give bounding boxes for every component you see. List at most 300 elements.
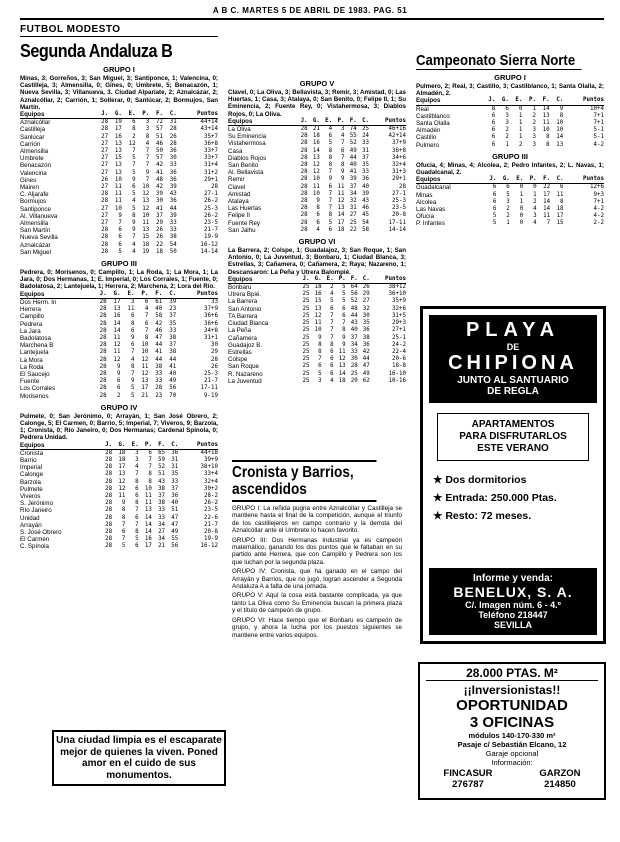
stat-cell: 7 (135, 521, 139, 528)
stat-cell: 7 (330, 334, 334, 341)
stat-cell: 47 (171, 514, 179, 521)
stat-cell: 40 (171, 500, 179, 507)
stat-cell: 28 (99, 392, 107, 399)
column-header: J. (99, 442, 112, 450)
table-row (228, 198, 406, 205)
sn-group1-results: Pulmero, 2; Real, 3; Castillo, 3; Castilblanco, 1; Santa Olalla, 2; Almadén, 2. (416, 83, 604, 98)
stat-cell: 7 (328, 190, 333, 197)
column-header: P. (334, 276, 346, 284)
column-header: Puntos (177, 111, 218, 119)
stat-cell: 6 (316, 219, 320, 226)
team-name: Carrión (20, 140, 41, 148)
stat-cell: 10 (314, 327, 322, 334)
stat-cell: 59 (158, 456, 166, 463)
group6-label: GRUPO VI (298, 237, 336, 247)
sn-group1-label: GRUPO I (494, 73, 526, 82)
stat-cell: 8 (559, 112, 564, 119)
stat-cell: 7 (145, 148, 150, 155)
column-right (416, 52, 604, 228)
stat-cell: 11 (312, 183, 320, 190)
stat-cell: 37 (350, 334, 358, 341)
stat-cell: 38 (169, 234, 177, 241)
team-name: El Carmen (20, 536, 50, 544)
table-row (20, 148, 218, 155)
column-header: G. (496, 176, 509, 184)
stat-cell: 34 (349, 190, 357, 197)
stat-cell: 44+18 (200, 449, 218, 456)
table-row (20, 126, 218, 133)
column-header: Equipos (416, 176, 483, 184)
stat-cell: 12 (312, 162, 320, 169)
stat-cell: 28 (300, 176, 308, 183)
stat-cell: 62 (362, 377, 370, 384)
stat-cell: 12 (118, 485, 126, 492)
stat-cell: 9 (328, 176, 333, 183)
stat-cell: 5 (342, 291, 346, 298)
stat-cell: 38 (155, 363, 163, 370)
stat-cell: 28 (300, 183, 308, 190)
table-row (228, 162, 406, 169)
stat-cell: 27-1 (392, 190, 406, 197)
stat-cell: 28 (101, 227, 109, 234)
informacion-text: Información: (491, 758, 533, 767)
table-row (20, 515, 218, 522)
team-name: R. Nazareno (228, 370, 263, 378)
column-header: P. (522, 97, 536, 105)
stat-cell: 28 (99, 327, 107, 334)
stat-cell: 28 (105, 485, 113, 492)
stat-cell: 48 (156, 176, 163, 183)
stat-cell: 13 (114, 140, 122, 147)
table-header-row (20, 291, 218, 299)
stat-cell: 35 (171, 471, 179, 478)
benelux-text: BENELUX, S. A. (453, 584, 573, 600)
stat-cell: 25 (302, 377, 310, 384)
stat-cell: 8 (491, 105, 496, 112)
stat-cell: 9 (316, 198, 320, 205)
stat-cell: 6 (491, 127, 496, 134)
stat-cell: 58 (155, 313, 163, 320)
feature-2 (433, 489, 593, 507)
stat-cell: 57 (156, 126, 163, 133)
stat-cell: 37 (156, 212, 163, 219)
stat-cell: 49 (169, 378, 177, 385)
stat-cell: 22 (349, 226, 357, 233)
stat-cell: 30 (211, 342, 218, 349)
column-header: Puntos (563, 97, 604, 105)
chipiona-banner (429, 315, 597, 403)
team-name: Clavel (228, 183, 246, 191)
stat-cell: 21 (158, 543, 166, 550)
stat-cell: 51 (156, 133, 163, 140)
team-name: San Antonio (228, 305, 262, 313)
stat-cell: 33+4 (204, 471, 218, 478)
stat-cell: 7 (145, 162, 150, 169)
table-row (228, 169, 406, 176)
stat-cell: 13 (142, 198, 150, 205)
stat-cell: 0 (519, 206, 524, 213)
column-header: Puntos (370, 276, 406, 284)
group3-results: Pedrera, 0; Morisenos, 0; Campillo, 1; La Roda, 1; La Mora, 1; La Jara, 0; Dos Hermanas, 1; E. Imperial, 0; Los Corrales, 1; Fuente, 0; Badolatosa, 2; Lantejuela, 1; Herrera, 2; Marchena, 2; Lora del Río. (20, 269, 218, 291)
table-row (20, 141, 218, 148)
stat-cell: 27 (101, 155, 109, 162)
stat-cell: 9 (342, 334, 346, 341)
stat-cell: 9 (342, 341, 346, 348)
stat-cell: 24-2 (392, 341, 406, 348)
stat-cell: 18 (312, 133, 320, 140)
column-header: F. (537, 176, 550, 184)
group3-table (20, 291, 218, 400)
stat-cell: 36+6 (204, 313, 218, 320)
column-header: J. (93, 291, 107, 299)
table-row (228, 176, 406, 183)
stat-cell: 6 (117, 385, 121, 392)
stat-cell: 21 (141, 392, 149, 399)
stat-cell: 39 (169, 184, 177, 191)
stat-cell: 6 (132, 184, 136, 191)
stat-cell: 28 (300, 162, 308, 169)
stat-cell: 28 (300, 219, 308, 226)
stat-cell: 3 (135, 449, 139, 456)
column-header: E. (320, 118, 332, 126)
team-name: C. Aljarafe (20, 191, 49, 199)
team-name: Badolatosa (20, 334, 51, 342)
stat-cell: 6 (135, 514, 139, 521)
team-name: Pedrera (20, 320, 43, 328)
stat-cell: 28 (101, 191, 109, 198)
table-row (20, 306, 218, 313)
stat-cell: 10 (542, 127, 550, 134)
modulos-text: módulos 140-170-330 m² (468, 731, 556, 740)
stat-cell: 17-11 (200, 385, 218, 392)
table-header-row (228, 118, 406, 126)
stat-cell: 36 (171, 492, 179, 499)
stat-cell: 33+7 (204, 148, 218, 155)
stat-cell: 7 (132, 234, 136, 241)
stat-cell: 6 (328, 183, 333, 190)
stat-cell: 36 (171, 449, 179, 456)
stat-cell: 6 (491, 120, 496, 127)
stat-cell: 5 (121, 543, 126, 550)
sn-group3-table (416, 176, 604, 227)
sn-group3-results: Ofucia, 4; Minas, 4; Alcolea, 2; Pedro Infantes, 2; L. Navas, 1; Guadalcanal, 2. (416, 161, 604, 177)
stat-cell: 14 (543, 198, 551, 205)
team-name: La Roda (20, 363, 44, 371)
column-header: Puntos (178, 442, 218, 450)
stat-cell: 26 (156, 234, 163, 241)
stat-cell: 28 (300, 212, 308, 219)
stat-cell: 61 (155, 298, 163, 305)
stat-cell: 3 (145, 119, 150, 126)
stat-cell: 13 (144, 507, 152, 514)
stat-cell: 28 (99, 363, 107, 370)
table-row (416, 127, 604, 134)
stat-cell: 31+4 (204, 162, 218, 169)
stat-cell: 25 (302, 312, 310, 319)
team-name: Las Huertas (228, 205, 262, 213)
column-header: Equipos (20, 442, 99, 450)
stat-cell: 7 (118, 220, 122, 227)
stat-cell: 41 (156, 205, 163, 212)
stat-cell: 6 (318, 363, 322, 370)
team-name: S. José Obrero (20, 528, 62, 536)
stat-cell: 33 (362, 169, 370, 176)
stat-cell: 28 (105, 449, 113, 456)
stat-cell: 28 (105, 464, 113, 471)
stat-cell: 33 (169, 327, 177, 334)
stat-cell: 8 (121, 514, 126, 521)
stat-cell: 26 (156, 227, 163, 234)
stat-cell: 47 (362, 363, 370, 370)
stat-cell: 34 (350, 341, 358, 348)
stat-cell: 25-1 (392, 334, 406, 341)
team-name: San Roque (228, 363, 259, 371)
stat-cell: 7 (145, 155, 150, 162)
team-name: Lantejuela (20, 349, 49, 357)
stat-cell: 12 (141, 370, 149, 377)
stat-cell: 35 (169, 320, 177, 327)
stat-cell: 32+4 (204, 478, 218, 485)
stat-cell: 28 (211, 184, 218, 191)
stat-cell: 25 (362, 126, 370, 133)
group6-results: La Barrera, 2; Colspe, 1; Guadalajoz, 3; San Roque, 1; San Antonio, 0; La Juventud, 3; Bonbaru, 1; Ciudad Blanca, 3; Estrellas, 3; Cañamera, 0; Cañamera, 2; Raya; Nazareno, 1; Descansaron: La Peña y Utrera Balompié. (228, 247, 406, 276)
stat-cell: 8 (135, 478, 139, 485)
stat-cell: 4 (316, 226, 320, 233)
table-row (20, 191, 218, 198)
stat-cell: 14 (144, 521, 152, 528)
stat-cell: 27+1 (392, 327, 406, 334)
column-header: P. (523, 176, 536, 184)
stat-cell: 6 (330, 356, 334, 363)
column-header: J. (94, 111, 108, 119)
stat-cell: 22 (543, 184, 551, 191)
team-name: Imperial (20, 464, 43, 472)
table-row (228, 356, 406, 363)
table-row (20, 227, 218, 234)
contact-fincasur (443, 769, 492, 790)
table-row (20, 507, 218, 514)
stat-cell: 28 (350, 363, 358, 370)
stat-cell: 25-3 (204, 205, 218, 212)
stat-cell: 16 (144, 536, 152, 543)
stat-cell: 47 (155, 334, 163, 341)
stat-cell: 6 (560, 184, 564, 191)
stat-cell: 7+1 (593, 198, 604, 205)
stat-cell: 25 (349, 219, 357, 226)
stat-cell: 14-14 (200, 248, 218, 255)
stat-cell: 36+10 (388, 291, 406, 298)
team-name: Arrayán (20, 521, 42, 529)
stat-cell: 33 (155, 370, 163, 377)
stat-cell: 0 (533, 184, 537, 191)
stat-cell: 6 (135, 492, 139, 499)
stat-cell: 9 (117, 370, 121, 377)
column-header: F. (346, 276, 358, 284)
team-name: Dos Herm. In (20, 298, 57, 306)
stat-cell: 27 (101, 133, 109, 140)
team-name: Mairen (20, 184, 39, 192)
stat-cell: 12+6 (590, 184, 604, 191)
team-name: Al. Villanueva (20, 212, 58, 220)
stat-cell: 3 (340, 126, 345, 133)
stat-cell: 40 (362, 183, 370, 190)
table-row (20, 206, 218, 213)
stat-cell: 47 (171, 521, 179, 528)
stat-cell: 17 (543, 191, 551, 198)
table-row (20, 457, 218, 464)
stat-cell: 5 (342, 284, 346, 291)
team-name: Guadajoz B. (228, 341, 263, 349)
stat-cell: 17 (114, 126, 122, 133)
stat-cell: 1 (518, 127, 523, 134)
stat-cell: 7 (121, 521, 126, 528)
stat-cell: 2 (505, 127, 509, 134)
stat-cell: 25-3 (204, 370, 218, 377)
stat-cell: 43 (350, 320, 358, 327)
stat-cell: 33 (158, 514, 166, 521)
table-row (228, 133, 406, 140)
stat-cell: 29+3 (392, 320, 406, 327)
stat-cell: 8 (145, 133, 150, 140)
stat-cell: 38+10 (200, 464, 218, 471)
stat-cell: 6 (330, 348, 334, 355)
stat-cell: 13 (113, 306, 121, 313)
stat-cell: 28 (300, 154, 308, 161)
stat-cell: 4-2 (593, 206, 604, 213)
stat-cell: 8 (342, 327, 346, 334)
team-name: Cañamera (228, 334, 257, 342)
stat-cell: 29 (211, 349, 218, 356)
santuario-text: JUNTO AL SANTUARIO (457, 375, 569, 386)
team-name: Alcolea (416, 198, 437, 206)
group1-table (20, 111, 218, 256)
table-row (416, 184, 604, 192)
group5-table (228, 118, 406, 234)
table-row (20, 543, 218, 550)
stat-cell: 46+16 (388, 126, 406, 133)
column-header: C. (165, 442, 178, 450)
team-name: Aznalcázar (20, 241, 51, 249)
stat-cell: 24 (362, 133, 370, 140)
stat-cell: 28 (99, 356, 107, 363)
stat-cell: 30 (362, 312, 370, 319)
column-header: Equipos (228, 276, 297, 284)
table-row (20, 321, 218, 328)
star-icon: ★ (433, 492, 446, 504)
stat-cell: 28 (105, 521, 113, 528)
team-name: Pulmete (20, 485, 43, 493)
stat-cell: 54 (362, 219, 370, 226)
stat-cell: 22-4 (392, 348, 406, 355)
stat-cell: 37 (171, 485, 179, 492)
stat-cell: 6 (130, 327, 135, 334)
stat-cell: 28 (99, 313, 107, 320)
stat-cell: 25 (302, 320, 310, 327)
stat-cell: 27 (101, 184, 109, 191)
stat-cell: 1 (533, 191, 537, 198)
column-header: J. (295, 118, 307, 126)
table-row (20, 184, 218, 191)
stat-cell: 9 (130, 334, 135, 341)
stat-cell: 8 (148, 471, 152, 478)
stat-cell: 6 (492, 198, 497, 205)
stat-cell: 2 (506, 213, 510, 220)
table-row (20, 328, 218, 335)
stat-cell: 6 (121, 528, 126, 535)
team-name: Río Janeiro (20, 507, 52, 515)
stat-cell: 11 (337, 183, 345, 190)
stat-cell: 12 (312, 169, 320, 176)
stat-cell: 5-1 (593, 134, 604, 141)
stat-cell: 13 (314, 305, 322, 312)
table-row (20, 536, 218, 543)
stat-cell: 64 (350, 284, 358, 291)
table-header-row (20, 442, 218, 450)
team-name: Herrera (20, 306, 41, 314)
table-row (20, 342, 218, 349)
stat-cell: 2 (132, 133, 136, 140)
stat-cell: 11 (113, 349, 121, 356)
stat-cell: 12 (141, 356, 149, 363)
table-row (20, 335, 218, 342)
stat-cell: 5 (130, 385, 135, 392)
team-name: S. Jerónimo (20, 500, 54, 508)
stat-cell: 2 (117, 392, 121, 399)
stat-cell: 28 (105, 456, 113, 463)
stat-cell: 29 (156, 220, 163, 227)
stat-cell: 10-16 (388, 377, 406, 384)
stat-cell: 25 (302, 363, 310, 370)
stat-cell: 16-12 (200, 543, 218, 550)
stat-cell: 34 (158, 521, 166, 528)
informe-text: Informe y venda: (472, 573, 554, 584)
stat-cell: 43 (158, 478, 166, 485)
stat-cell: 46 (362, 205, 370, 212)
table-row (228, 306, 406, 313)
column-header: J. (483, 176, 496, 184)
stat-cell: 11 (314, 320, 322, 327)
stat-cell: 12 (128, 140, 136, 147)
stat-cell: 41 (155, 349, 163, 356)
stat-cell: 10 (312, 190, 320, 197)
stat-cell: 29+1 (204, 176, 218, 183)
stat-cell: 27 (101, 212, 109, 219)
table-row (228, 184, 406, 191)
stat-cell: 6 (491, 112, 496, 119)
stat-cell: 7 (148, 464, 152, 471)
stat-cell: 28 (99, 349, 107, 356)
stat-cell: 26 (169, 133, 177, 140)
table-row (20, 493, 218, 500)
stat-cell: 52 (350, 298, 358, 305)
garzon-phone: 214850 (544, 778, 576, 790)
stat-cell: 27 (158, 528, 166, 535)
stat-cell: 16-12 (200, 241, 218, 248)
table-row (228, 140, 406, 147)
stat-cell: 25 (302, 356, 310, 363)
stat-cell: 14 (144, 514, 152, 521)
stat-cell: 22 (156, 241, 163, 248)
stat-cell: 28 (169, 140, 177, 147)
team-name: Barrio (20, 456, 37, 464)
stat-cell: 4 (533, 220, 537, 227)
stat-cell: 18 (118, 449, 126, 456)
stat-cell: 8 (135, 500, 139, 507)
stat-cell: 28 (105, 492, 113, 499)
de-text: DE (506, 342, 520, 352)
stat-cell: 6 (135, 485, 139, 492)
table-row (20, 357, 218, 364)
